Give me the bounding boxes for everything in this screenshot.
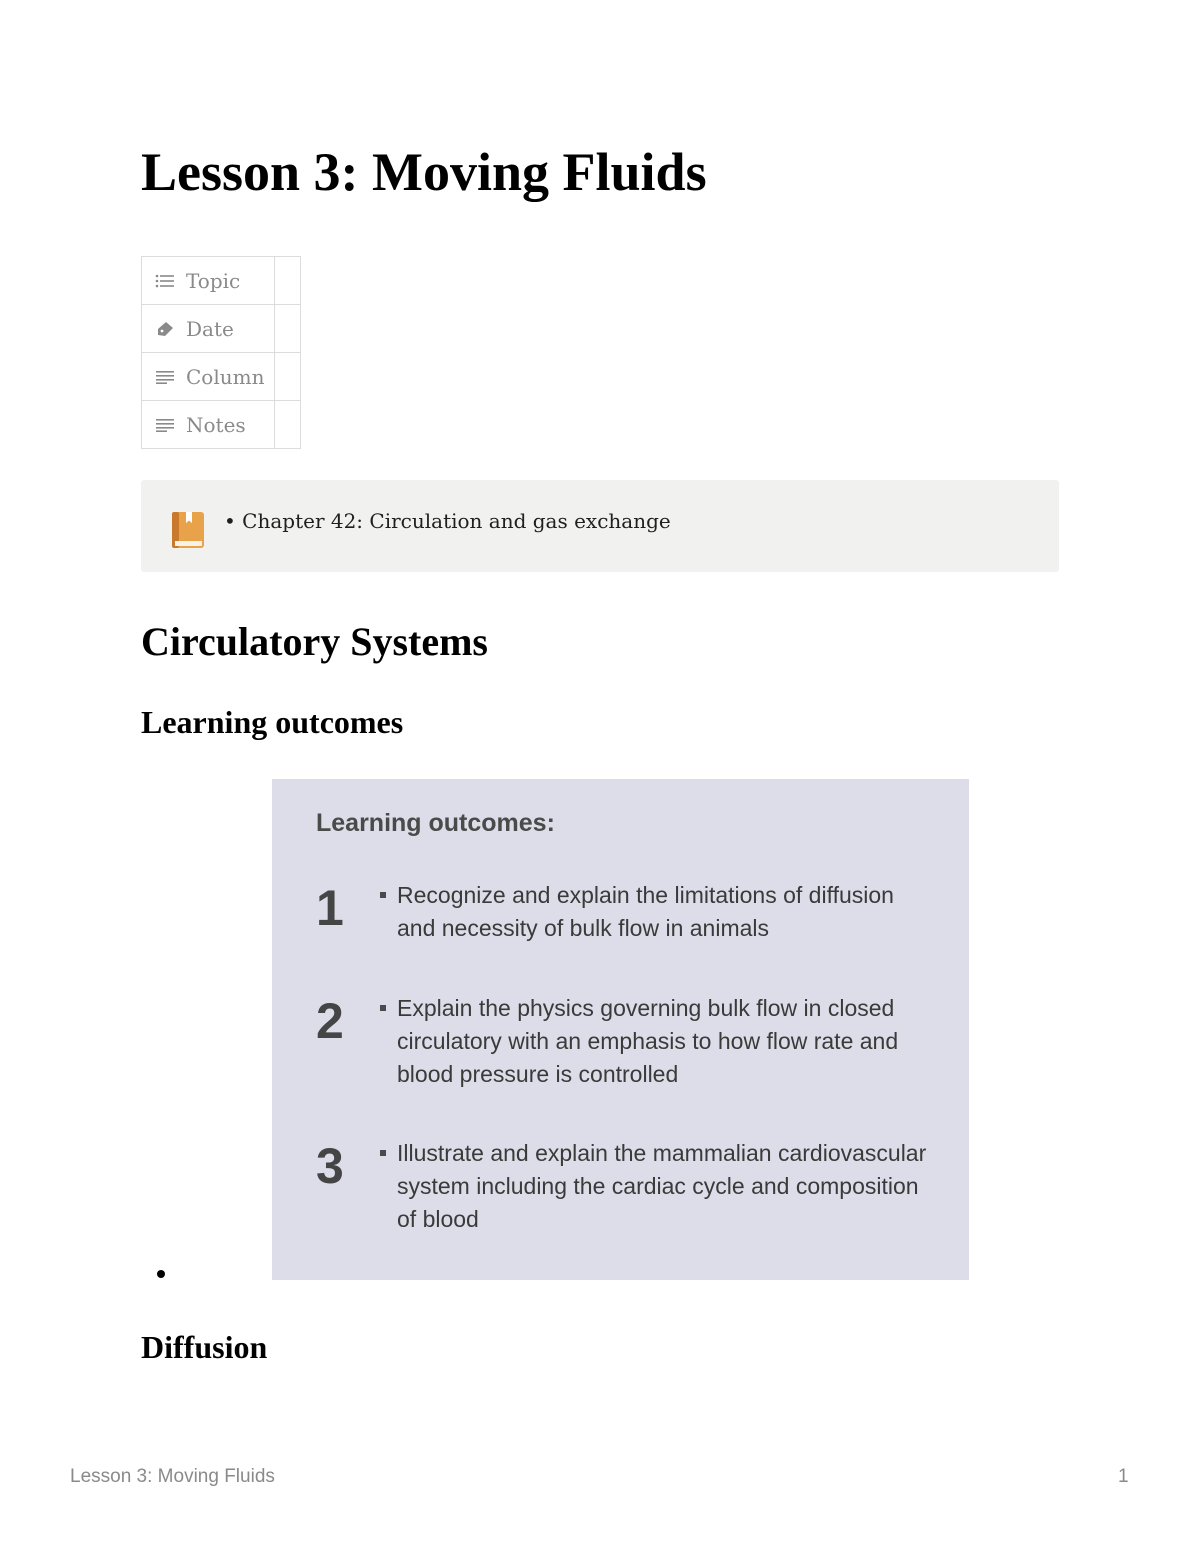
- book-icon: [171, 511, 205, 549]
- bullet-marker: [380, 1150, 386, 1156]
- property-value[interactable]: [275, 401, 301, 449]
- callout-block[interactable]: [141, 480, 1059, 572]
- property-label: Date: [186, 316, 234, 341]
- property-value[interactable]: [275, 257, 301, 305]
- property-value[interactable]: [275, 305, 301, 353]
- outcome-text: Explain the physics governing bulk flow in closed circulatory with an emphasis to how flow rate and blood pressure is controlled: [397, 995, 899, 1087]
- text-lines-icon: [154, 417, 176, 433]
- page-title: Lesson 3: Moving Fluids: [141, 142, 707, 202]
- property-label: Column: [186, 364, 265, 389]
- list-icon: [154, 273, 176, 289]
- property-row-notes[interactable]: [142, 401, 301, 449]
- heading-diffusion: Diffusion: [141, 1329, 268, 1365]
- bullet-marker: [380, 1005, 386, 1011]
- outcome-number: 3: [316, 1138, 344, 1194]
- bullet-marker: [380, 892, 386, 898]
- tag-icon: [154, 321, 176, 337]
- callout-text: • Chapter 42: Circulation and gas exchange: [224, 509, 671, 533]
- bullet-list-marker: [157, 1270, 165, 1278]
- property-key[interactable]: [142, 257, 275, 305]
- outcome-text: Recognize and explain the limitations of diffusion and necessity of bulk flow in animals: [397, 882, 894, 941]
- outcome-text: Illustrate and explain the mammalian cardiovascular system including the cardiac cycle and composition of blood: [397, 1140, 927, 1232]
- property-value[interactable]: [275, 353, 301, 401]
- property-row-date[interactable]: [142, 305, 301, 353]
- property-key[interactable]: [142, 305, 275, 353]
- learning-outcomes-image-title: Learning outcomes:: [316, 809, 555, 837]
- property-row-column[interactable]: [142, 353, 301, 401]
- footer-title: Lesson 3: Moving Fluids: [70, 1466, 275, 1487]
- property-label: Topic: [186, 268, 241, 293]
- learning-outcomes-image: [272, 779, 969, 1280]
- heading-circulatory-systems: Circulatory Systems: [141, 619, 488, 664]
- footer-page-number: 1: [1118, 1466, 1129, 1487]
- heading-learning-outcomes: Learning outcomes: [141, 704, 404, 740]
- outcome-number: 1: [316, 880, 344, 936]
- property-row-topic[interactable]: [142, 257, 301, 305]
- property-key[interactable]: [142, 353, 275, 401]
- properties-table: [141, 256, 301, 449]
- property-label: Notes: [186, 412, 246, 437]
- outcome-number: 2: [316, 993, 344, 1049]
- property-key[interactable]: [142, 401, 275, 449]
- text-lines-icon: [154, 369, 176, 385]
